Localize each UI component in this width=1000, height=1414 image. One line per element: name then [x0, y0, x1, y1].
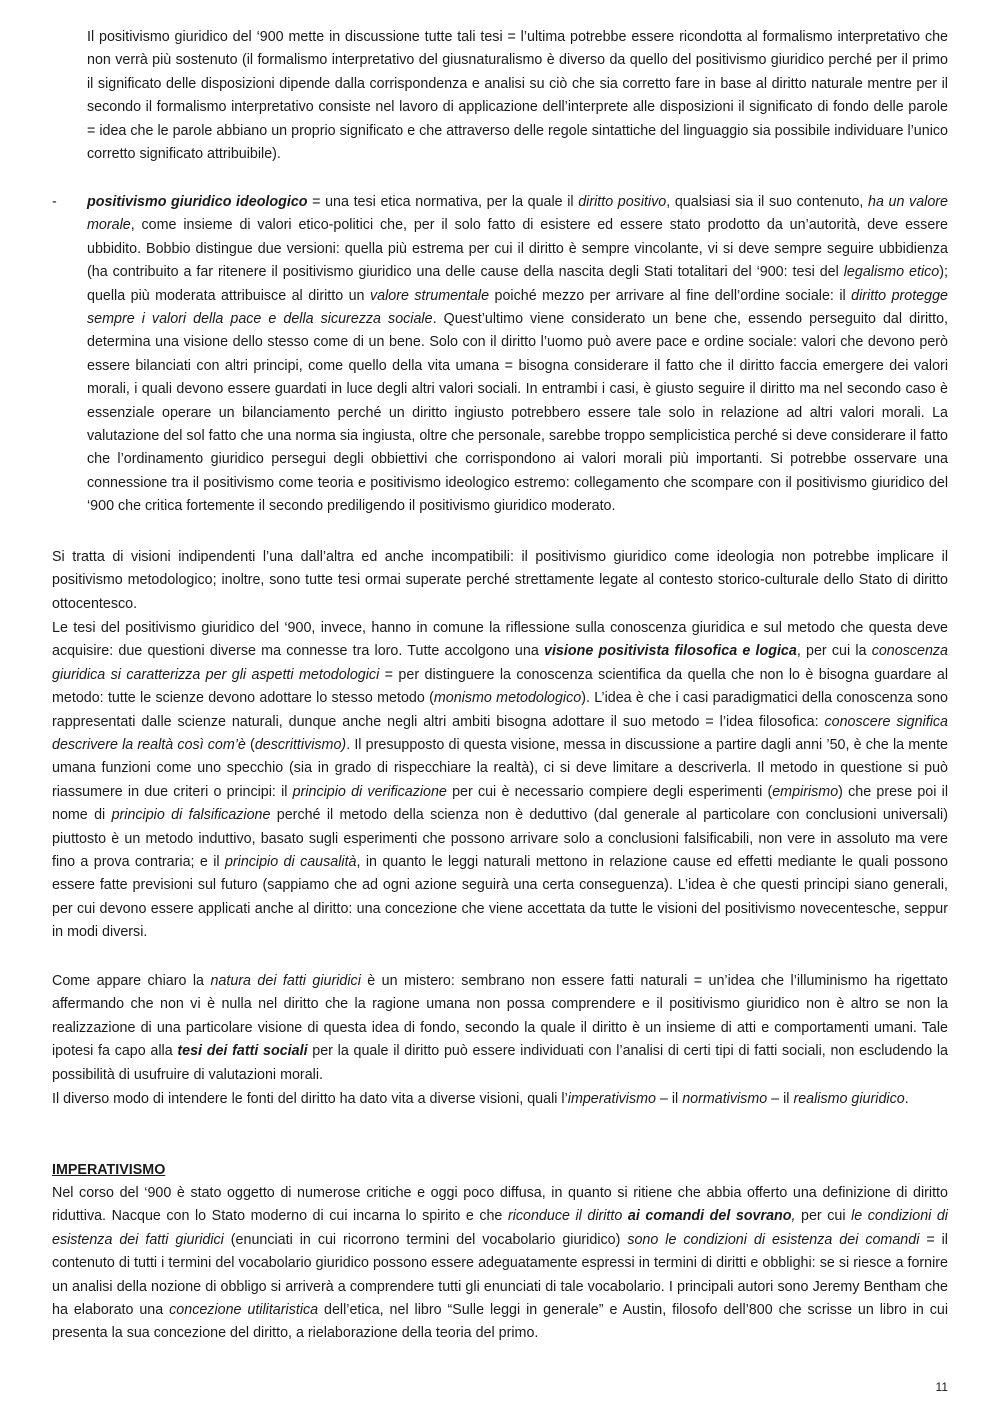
text-segment: monismo metodologico	[433, 690, 582, 707]
text-segment: legalismo etico	[843, 264, 940, 281]
text-segment: ) che prese poi il nome di	[52, 783, 948, 824]
page-number: 11	[935, 1380, 948, 1394]
text-segment: , per cui la	[796, 643, 872, 660]
paragraph-visioni-indipendenti	[52, 546, 948, 616]
text-segment: .	[904, 1091, 909, 1107]
text-segment: tesi dei fatti sociali	[177, 1043, 308, 1060]
text-segment: concezione utilitaristica	[169, 1302, 319, 1319]
text-segment: = per distinguere la conoscenza scientifica da quella che non lo è bisogna guardare al metodo: tutte le scienze devono adottare lo stesso metodo (	[52, 666, 948, 707]
text-segment: principio di verificazione	[292, 783, 447, 800]
text-segment: conoscenza giuridica si caratterizza per gli aspetti metodologici	[52, 643, 948, 683]
text-segment: descrittivismo)	[254, 737, 347, 754]
text-segment: , qualsiasi sia il suo contenuto,	[666, 194, 869, 210]
text-segment: positivismo giuridico ideologico	[87, 194, 308, 210]
text-segment: normativismo	[682, 1091, 768, 1107]
text-segment: le condizioni di esistenza dei fatti giuridici	[52, 1208, 948, 1248]
text-segment: . Il presupposto di questa visione, messa in discussione a partire dagli anni ’50, è che la mente umana funzioni come uno specchio (sia in grado di rispecchiare la realtà), ci si deve limitare a descriverla. Il metodo in questione si può riassumere in due criteri o principi: il	[52, 737, 948, 800]
text-segment: natura dei fatti giuridici	[210, 973, 361, 989]
text-segment: principio di causalità	[224, 854, 357, 871]
paragraph-positivismo-ideologico	[87, 191, 948, 519]
bullet-dash: -	[52, 194, 57, 210]
paragraph-imperativismo	[52, 1182, 948, 1346]
text-segment: Nel corso del ‘900 è stato oggetto di numerose critiche e oggi poco diffusa, in quanto si ritiene che abbia offerto una definizione di diritto riduttiva. Nacque con lo Stato moderno di cui incarna lo spirito e che	[52, 1185, 948, 1225]
text-segment: (	[245, 737, 255, 754]
text-segment: – il	[767, 1091, 794, 1107]
text-segment: – il	[655, 1091, 683, 1107]
text-segment: per la quale il diritto può essere individuati con l’analisi di certi tipi di fatti sociali, non escludendo la possibilità di usufruire di valutazioni morali.	[52, 1043, 948, 1083]
text-segment: Si tratta di visioni indipendenti l’una dall’altra ed anche incompatibili: il positivismo giuridico come ideologia non potrebbe implicare il positivismo metodologico; inoltre, sono tutte tesi ormai superate perché strettamente legate al contesto storico-culturale dello Stato di diritto ottocentesco.	[52, 549, 948, 612]
text-segment: Il positivismo giuridico del ‘900 mette in discussione tutte tali tesi = l’ultima potrebbe essere ricondotta al formalismo interpretativo che non verrà più sostenuto (il formalismo interpretativo del giusnaturalismo è diverso da quello del positivismo giuridico perché per il primo il significato delle disposizioni dipende dalla corrispondenza e analisi su ciò che sia corretto fare in base al diritto naturale mentre per il secondo il formalismo interpretativo consiste nel lavoro di applicazione dell’interprete alle disposizioni il significato di fondo delle parole = idea che le parole abbiano un proprio significato e che attraverso delle regole sintattiche del linguaggio sia possibile individuare l’unico corretto significato attribuibile).	[87, 29, 948, 163]
text-segment: imperativismo	[567, 1091, 656, 1107]
text-segment: perché il metodo della scienza non è deduttivo (dal generale al particolare con conclusioni universali) piuttosto è un metodo induttivo, basato sugli esperimenti che possono arrivare solo a conclusioni falsificabili, non vere in assoluto ma vere fino a prova contraria; e il	[52, 807, 948, 871]
text-segment: visione positivista filosofica e logica	[544, 643, 797, 660]
paragraph-tesi-novecento	[52, 617, 948, 945]
text-segment: , come insieme di valori etico-politici che, per il solo fatto di esistere ed essere stato prodotto da un’autorità, deve essere ubbidito. Bobbio distingue due versioni: quella più estrema per cui il diritto è sempre vincolante, vi si deve sempre seguire ubbidienza (ha contribuito a far ritenere il positivismo giuridico una delle cause della nascita degli Stati totalitari del ‘900: tesi del	[87, 217, 948, 281]
text-segment: (enunciati in cui ricorrono termini del vocabolario giuridico)	[223, 1231, 628, 1248]
text-segment: principio di falsificazione	[111, 807, 271, 824]
text-segment: ,	[791, 1208, 796, 1225]
text-segment: ). L’idea è che i casi paradigmatici della conoscenza sono rappresentati dalle scienze naturali, dunque anche negli altri ambiti bisogna adottare il suo metodo = l’idea filosofica:	[52, 690, 949, 730]
text-segment: diritto protegge sempre i valori della pace e della sicurezza sociale	[87, 287, 949, 328]
text-segment: Le tesi del positivismo giuridico del ‘900, invece, hanno in comune la riflessione sulla conoscenza giuridica e sul metodo che questa deve acquisire: due questioni diverse ma connesse tra loro. Tutte accolgono una	[52, 620, 948, 660]
text-segment: Il diverso modo di intendere le fonti del diritto ha dato vita a diverse visioni, quali l’	[52, 1091, 568, 1107]
text-segment: ); quella più moderata attribuisce al diritto un	[87, 264, 948, 304]
text-segment: sono le condizioni di esistenza dei comandi	[627, 1231, 920, 1248]
text-segment: Come appare chiaro la	[52, 973, 211, 989]
paragraph-formalismo	[87, 26, 948, 166]
text-segment: empirismo	[772, 783, 839, 800]
text-segment: , in quanto le leggi naturali mettono in relazione cause ed effetti mediante le quali possono essere fatte previsioni sul futuro (sappiamo che ad ogni azione seguirà una certa conseguenza). L’idea è che questi principi siano generali, per cui devono essere applicati anche al diritto: una concezione che viene accettata da tutte le visioni del positivismo novecentesche, seppur in modi diversi.	[52, 854, 948, 941]
text-segment: = una tesi etica normativa, per la quale il	[307, 194, 579, 210]
text-segment: . Quest’ultimo viene considerato un bene che, essendo perseguito dal diritto, determina una visione dello stesso come di un bene. Solo con il diritto l’uomo può avere pace e ordine sociale: valori che devono però essere bilanciati con altri principi, come quello della vita umana = bisogna considerare il fatto che il diritto faccia emergere dei valori morali, i quali devono essere guardati in luce degli altri valori sociali. In entrambi i casi, è giusto seguire il diritto ma nel secondo caso è essenziale operare un bilanciamento perché un diritto ingiusto potrebbero essere tale solo in relazione ad altri valori morali. La valutazione del sol fatto che una norma sia ingiusta, oltre che personale, sarebbe troppo semplicistica perché si deve considerare il fatto che l’ordinamento giuridico persegui degli obbiettivi che corrispondono ai valori morali più importanti. Si potrebbe osservare una connessione tra il positivismo come teoria e positivismo ideologico estremo: collegamento che scompare con il positivismo giuridico del ‘900 che critica fortemente il secondo prediligendo il positivismo giuridico moderato.	[87, 311, 948, 515]
text-segment: realismo giuridico	[793, 1091, 905, 1107]
text-segment: riconduce il diritto	[507, 1208, 628, 1225]
paragraph-fonti-diritto	[52, 1088, 948, 1111]
text-segment: dell’etica, nel libro “Sulle leggi in generale” e Austin, filosofo dell’800 che scrisse un libro in cui presenta la sua concezione del diritto, a rielaborazione della teoria del primo.	[52, 1302, 949, 1342]
text-segment: è un mistero: sembrano non essere fatti naturali = un’idea che l’illuminismo ha rigettato affermando che non vi è nulla nel diritto che la ragione umana non possa comprendere e il positivismo giuridico non è altro se non la realizzazione di una particolare visione di questa idea di fondo, secondo la quale il diritto è un insieme di atti e comportamenti umani. Tale ipotesi fa capo alla	[52, 973, 948, 1060]
text-segment: valore strumentale	[369, 287, 490, 304]
text-segment: per cui	[795, 1208, 852, 1225]
text-segment: ha un valore morale	[87, 194, 948, 234]
text-segment: diritto positivo	[578, 194, 667, 210]
text-segment: conoscere significa descrivere la realtà così com’è	[52, 713, 948, 754]
text-segment: per cui è necessario compiere degli esperimenti (	[446, 783, 773, 800]
text-segment: poiché mezzo per arrivare al fine dell’ordine sociale: il	[489, 287, 852, 304]
text-segment: = il contenuto di tutti i termini del vocabolario giuridico possono essere adeguatamente espressi in termini di diritti e obblighi: se si riesce a fornire un analisi della nozione di obbligo si arriverà a comprendere tutti gli enunciati di tale vocabolario. I principali autori sono Jeremy Bentham che ha elaborato una	[52, 1231, 948, 1319]
text-segment: ai comandi del sovrano	[627, 1208, 792, 1225]
paragraph-fatti-giuridici	[52, 970, 948, 1087]
section-heading-imperativismo: IMPERATIVISMO	[52, 1162, 166, 1178]
